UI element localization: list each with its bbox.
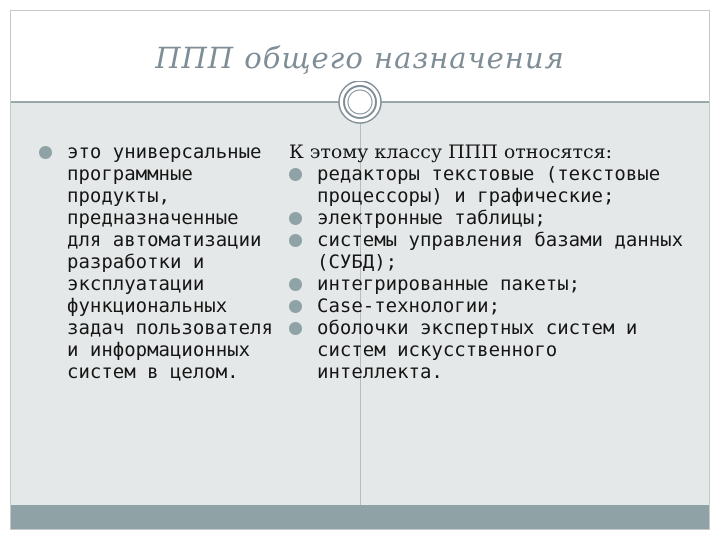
bullet-dot-icon [289, 212, 302, 225]
footer-band [11, 505, 709, 529]
bullet-dot-icon [289, 278, 302, 291]
list-item [289, 295, 689, 317]
slide [10, 10, 710, 530]
bullet-dot-icon [289, 234, 302, 247]
list-item-text: интегрированные пакеты; [317, 273, 581, 295]
list-item-text: оболочки экспертных систем и систем искусственного интеллекта. [317, 317, 638, 383]
bullet-dot-icon [289, 300, 302, 313]
right-column [289, 141, 689, 383]
list-item-text: системы управления базами данных (СУБД); [317, 229, 684, 273]
left-column [39, 141, 279, 383]
circle-ornament-icon [11, 81, 709, 125]
list-item-text: электронные таблицы; [317, 207, 546, 229]
list-item-text: редакторы текстовые (текстовые процессоры) и графические; [317, 163, 661, 207]
list-item [289, 207, 689, 229]
bullet-dot-icon [39, 146, 52, 159]
bullet-dot-icon [289, 322, 302, 335]
list-item [289, 229, 689, 273]
bullet-dot-icon [289, 168, 302, 181]
list-item [289, 273, 689, 295]
list-item [289, 163, 689, 207]
slide-title: ППП общего назначения [155, 41, 565, 75]
list-item [39, 141, 279, 383]
right-intro: К этому классу ППП относятся: [289, 141, 613, 163]
list-item [289, 317, 689, 383]
left-definition-text: это универсальные программные продукты, предназначенные для автоматизации разработки и эксплуатации функциональных задач пользователя и информационных систем в целом. [67, 141, 273, 383]
list-item-text: Case-технологии; [317, 295, 501, 317]
